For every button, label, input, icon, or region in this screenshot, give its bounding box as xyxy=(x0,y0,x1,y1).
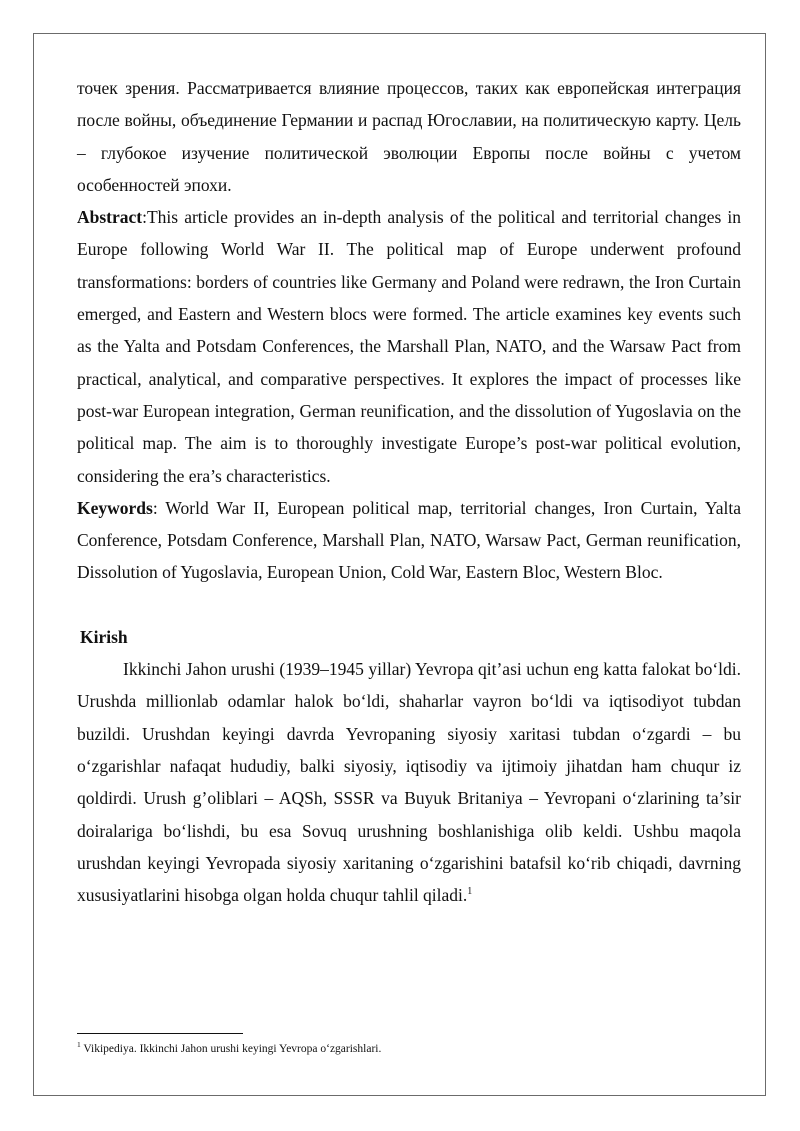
section-spacer xyxy=(77,589,741,621)
keywords-paragraph xyxy=(77,492,741,589)
keywords-text: : World War II, European political map, territorial changes, Iron Curtain, Yalta Conference, Potsdam Conference, Marshall Plan, NATO, Warsaw Pact, German reunification, Dissolution of Yugoslavia, European Union, Cold War, Eastern Bloc, Western Bloc. xyxy=(77,497,741,583)
intro-text: Ikkinchi Jahon urushi (1939–1945 yillar) Yevropa qit’asi uchun eng katta falokat bo‘ldi. Urushda millionlab odamlar halok bo‘ldi, shaharlar vayron bo‘ldi va iqtisodiyot tubdan buzildi. Urushdan keyingi davrda Yevropaning siyosiy xaritasi tubdan o‘zgardi – bu o‘zgarishlar nafaqat hududiy, balki siyosiy, iqtisodiy va ijtimoiy jihatdan ham chuqur iz qoldirdi. Urush g’oliblari – AQSh, SSSR va Buyuk Britaniya – Yevropani o‘zlarining ta’sir doiralariga bo‘lishdi, bu esa Sovuq urushning boshlanishiga olib keldi. Ushbu maqola urushdan keyingi Yevropada siyosiy xaritaning o‘zgarishini batafsil ko‘rib chiqadi, davrning xususiyatlarini hisobga olgan holda chuqur tahlil qiladi. xyxy=(77,659,741,906)
keywords-label: Keywords xyxy=(77,497,153,518)
document-body xyxy=(77,72,741,911)
footnote-number: 1 xyxy=(77,1040,81,1050)
footnote-reference[interactable]: 1 xyxy=(467,886,473,898)
russian-abstract-tail: точек зрения. Рассматривается влияние процессов, таких как европейская интеграция после войны, объединение Германии и распад Югославии, на политическую карту. Цель – глубокое изучение политической эволюции Европы после войны с учетом особенностей эпохи. xyxy=(77,78,741,195)
abstract-text: :This article provides an in-depth analysis of the political and territorial changes in Europe following World War II. The political map of Europe underwent profound transformations: borders of countries like Germany and Poland were redrawn, the Iron Curtain emerged, and Eastern and Western blocs were formed. The article examines key events such as the Yalta and Potsdam Conferences, the Marshall Plan, NATO, and the Warsaw Pact from practical, analytical, and comparative perspectives. It explores the impact of processes like post-war European integration, German reunification, and the dissolution of Yugoslavia on the political map. The aim is to thoroughly investigate Europe’s post-war political evolution, considering the era’s characteristics. xyxy=(77,207,741,486)
intro-paragraph xyxy=(77,653,741,911)
footnote-separator xyxy=(77,1033,243,1034)
footnote-text: Vikipediya. Ikkinchi Jahon urushi keyingi Yevropa o‘zgarishlari. xyxy=(80,1043,382,1055)
footnote xyxy=(77,1041,741,1057)
abstract-paragraph xyxy=(77,201,741,492)
abstract-label: Abstract xyxy=(77,207,143,228)
intro-heading: Kirish xyxy=(80,626,128,647)
